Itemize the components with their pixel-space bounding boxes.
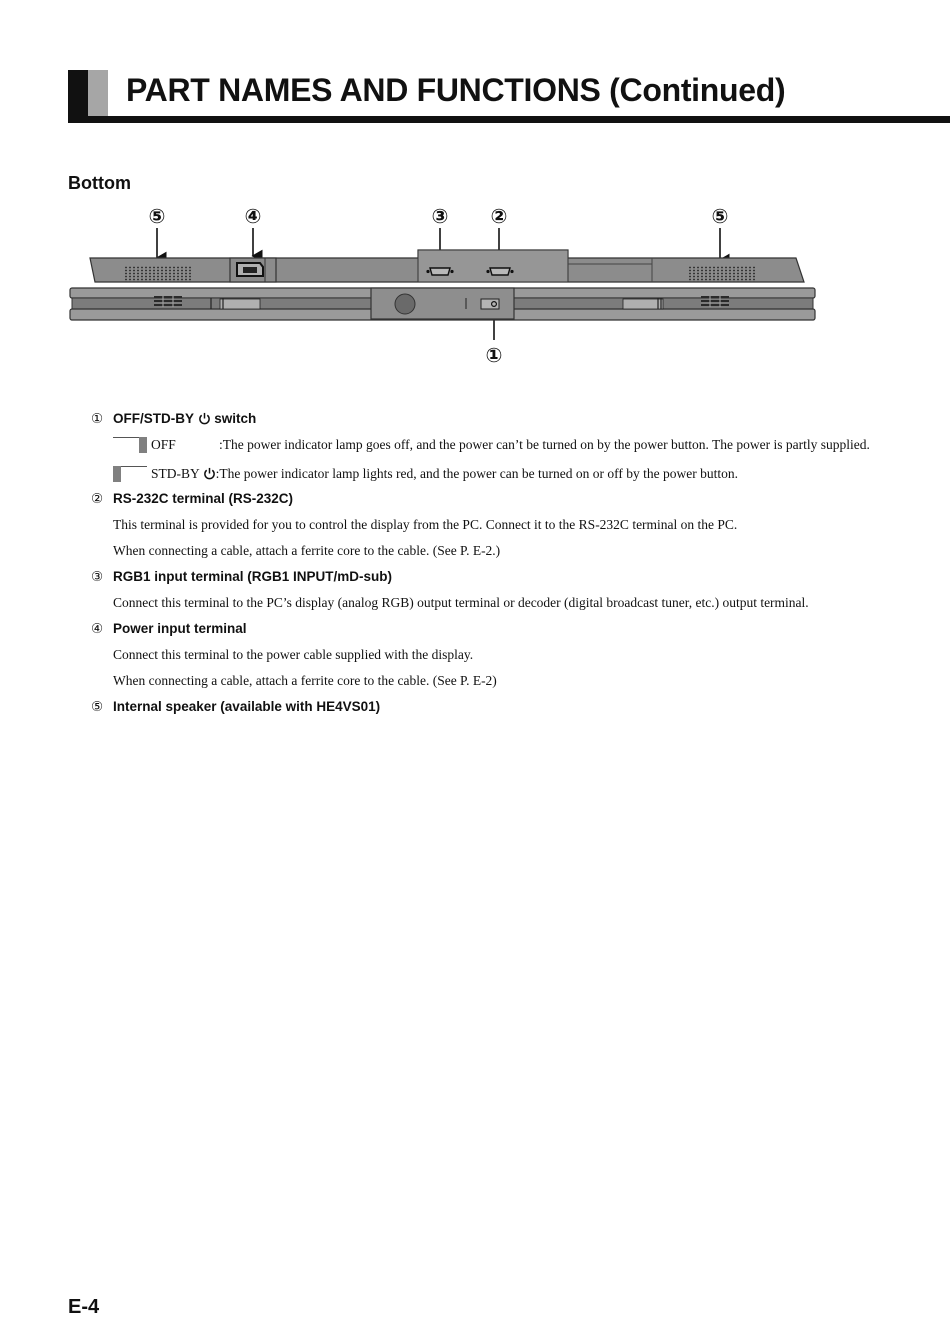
header-marker-gray — [88, 70, 108, 116]
power-icon — [198, 412, 211, 425]
item-5-heading — [91, 699, 380, 715]
item-2-line-1: This terminal is provided for you to control the display from the PC. Connect it to the RS-232C terminal on the PC. — [113, 517, 738, 532]
item-4-number: ④ — [91, 621, 104, 636]
item-1-heading — [91, 411, 256, 427]
item-4-title: Power input terminal — [113, 621, 247, 636]
item-3-line-1: Connect this terminal to the PC’s display (analog RGB) output terminal or decoder (digital broadcast tuner, etc.) output terminal. — [113, 595, 809, 610]
switch-off-label: OFF — [151, 437, 176, 452]
bottom-view-diagram — [60, 200, 830, 370]
item-1-title-suffix: switch — [214, 411, 257, 426]
switch-standby-label-wrap — [151, 466, 738, 482]
page-title: PART NAMES AND FUNCTIONS (Continued) — [126, 72, 786, 108]
callout-4: ④ — [244, 206, 262, 228]
header-rule — [68, 116, 950, 123]
callout-2: ② — [490, 206, 508, 228]
switch-standby-illustration — [113, 466, 147, 482]
power-icon — [203, 467, 216, 480]
callout-3: ③ — [431, 206, 449, 228]
switch-off-description: :The power indicator lamp goes off, and the power can’t be turned on by the power button. The power is partly supplied. — [219, 437, 870, 452]
item-3-heading — [91, 569, 392, 585]
item-1-number: ① — [91, 411, 104, 426]
callout-1: ① — [485, 345, 503, 367]
section-title: Bottom — [68, 173, 131, 193]
callout-5-left: ⑤ — [148, 206, 166, 228]
item-3-number: ③ — [91, 569, 104, 584]
page-number: E-4 — [68, 1296, 100, 1318]
switch-standby-description: :The power indicator lamp lights red, and the power can be turned on or off by the power button. — [215, 466, 738, 481]
item-5-number: ⑤ — [91, 699, 104, 714]
switch-off-illustration — [113, 437, 147, 453]
header-marker-black — [68, 70, 88, 116]
item-4-line-1: Connect this terminal to the power cable supplied with the display. — [113, 647, 474, 662]
item-5-title: Internal speaker (available with HE4VS01) — [113, 699, 381, 714]
item-3-title: RGB1 input terminal (RGB1 INPUT/mD-sub) — [113, 569, 393, 584]
callout-5-right: ⑤ — [711, 206, 729, 228]
item-2-number: ② — [91, 491, 104, 506]
item-1-title: OFF/STD-BY — [113, 411, 194, 426]
item-4-heading — [91, 621, 247, 637]
item-2-heading — [91, 491, 293, 507]
switch-standby-label: STD-BY — [151, 466, 200, 481]
item-2-title: RS-232C terminal (RS-232C) — [113, 491, 294, 506]
item-2-line-2: When connecting a cable, attach a ferrite core to the cable. (See P. E-2.) — [113, 543, 501, 558]
item-4-line-2: When connecting a cable, attach a ferrite core to the cable. (See P. E-2) — [113, 673, 497, 688]
